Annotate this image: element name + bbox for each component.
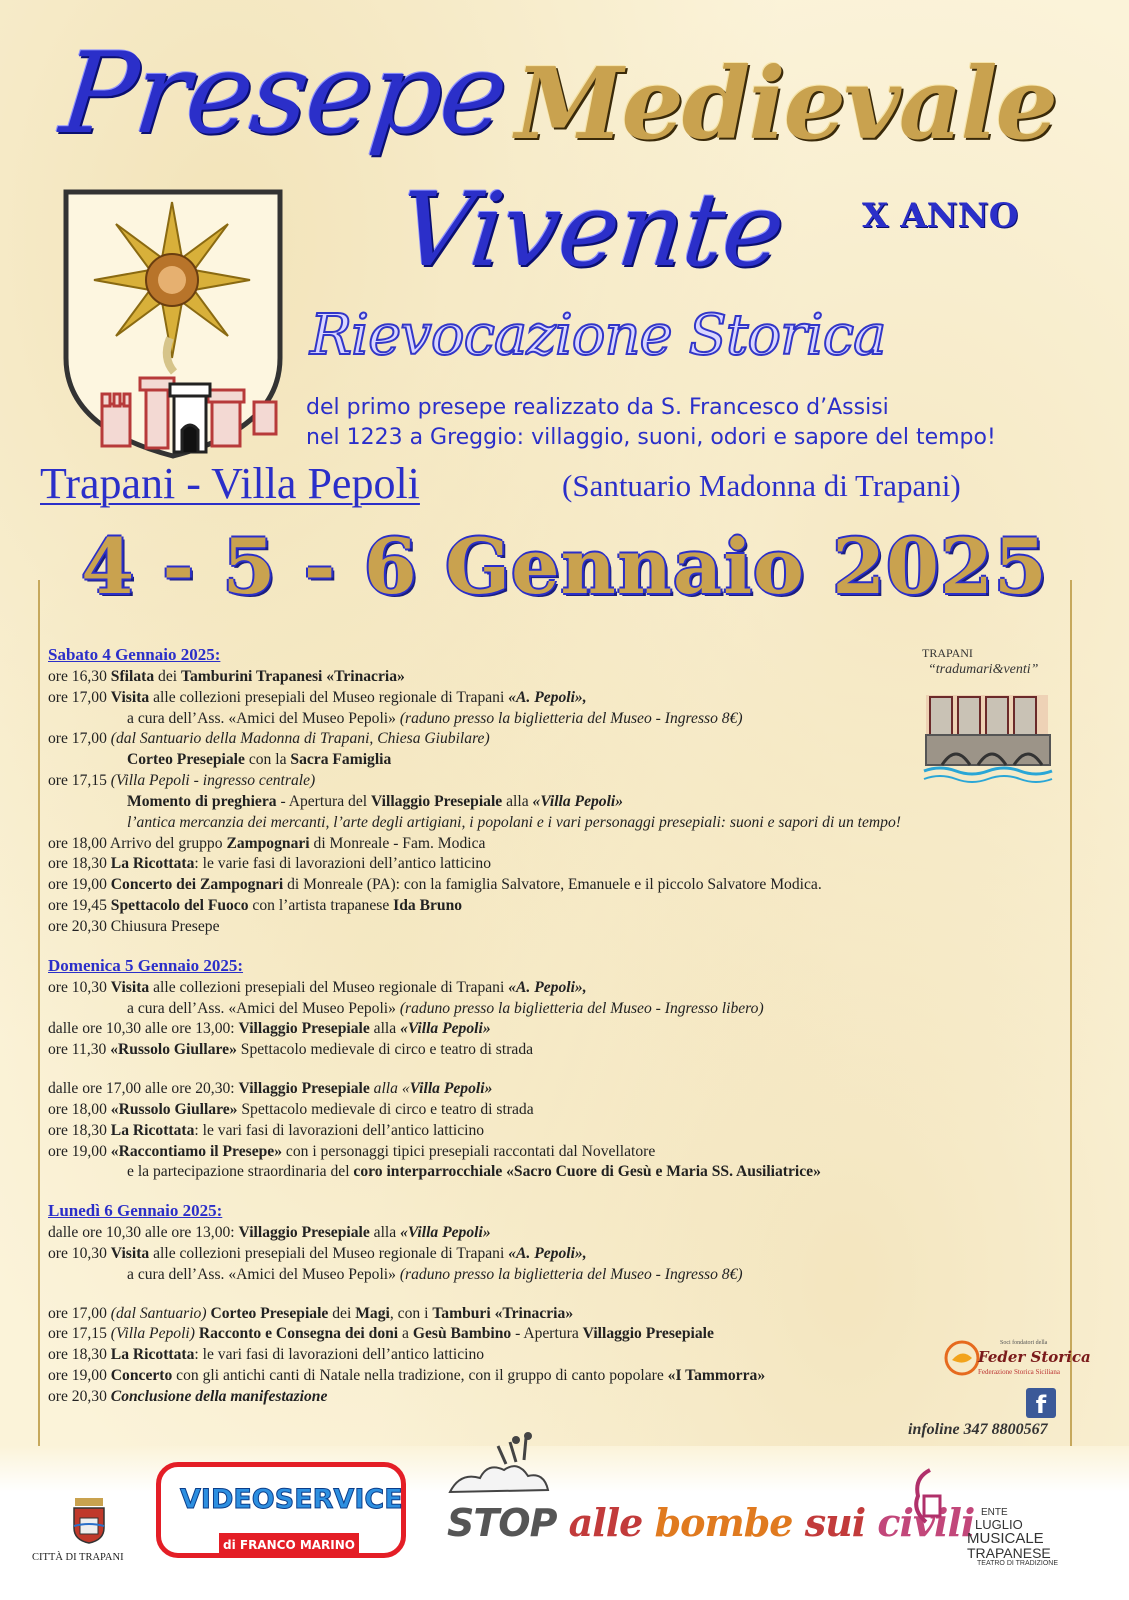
- schedule-line: e la partecipazione straordinaria del coro interparrocchiale «Sacro Cuore di Gesù e Maria SS. Ausiliatrice»: [127, 1163, 821, 1181]
- schedule-line: ore 17,15 (Villa Pepoli - ingresso centrale): [48, 772, 316, 790]
- description-line-2: nel 1223 a Greggio: villaggio, suoni, odori e sapore del tempo!: [306, 425, 996, 450]
- schedule-line: ore 17,00 (dal Santuario) Corteo Presepiale dei Magi, con i Tamburi «Trinacria»: [48, 1304, 574, 1322]
- infoline-text: infoline 347 8800567: [908, 1421, 1048, 1438]
- schedule-line: ore 19,00 Concerto dei Zampognari di Monreale (PA): con la famiglia Salvatore, Emanuele e il piccolo Salvatore Modica.: [48, 876, 822, 894]
- schedule-line: ore 17,00 (dal Santuario della Madonna di Trapani, Chiesa Giubilare): [48, 730, 490, 748]
- day-heading: Domenica 5 Gennaio 2025:: [48, 955, 244, 975]
- schedule-line: Momento di preghiera - Apertura del Villaggio Presepiale alla «Villa Pepoli»: [127, 792, 624, 810]
- citta-trapani-crest-icon: [72, 1496, 106, 1549]
- feder-storica-small-text: Soci fondatori della: [1000, 1340, 1048, 1346]
- schedule-line: ore 18,30 La Ricottata: le varie fasi di lavorazioni dell’antico latticino: [48, 855, 491, 873]
- facebook-icon[interactable]: f: [1026, 1388, 1056, 1418]
- frame-left-line: [38, 580, 40, 1448]
- tradumari-top-text: TRAPANI: [922, 646, 973, 660]
- schedule-line: dalle ore 17,00 alle ore 20,30: Villaggio Presepiale alla «Villa Pepoli»: [48, 1080, 493, 1098]
- schedule-line: ore 18,00 «Russolo Giullare» Spettacolo medievale di circo e teatro di strada: [48, 1100, 534, 1118]
- videoservice-subtitle: di FRANCO MARINO: [219, 1533, 359, 1557]
- schedule-line: ore 18,30 La Ricottata: le vari fasi di lavorazioni dell’antico latticino: [48, 1121, 485, 1139]
- feder-storica-name: Feder Storica: [978, 1348, 1091, 1366]
- schedule-line: ore 20,30 Chiusura Presepe: [48, 917, 220, 935]
- schedule-line: dalle ore 10,30 alle ore 13,00: Villaggio Presepiale alla «Villa Pepoli»: [48, 1020, 491, 1038]
- schedule-line: l’antica mercanzia dei mercanti, l’arte degli artigiani, i popolani e i vari personaggi presepiali: suoni e sapori di un tempo!: [127, 813, 901, 831]
- feder-storica-logo: [944, 1340, 980, 1376]
- schedule-line: ore 19,00 «Raccontiamo il Presepe» con i personaggi tipici presepiali raccontati dal Novellatore: [48, 1142, 656, 1160]
- schedule-line: ore 11,30 «Russolo Giullare» Spettacolo medievale di circo e teatro di strada: [48, 1041, 534, 1059]
- stop-bombs-illustration-icon: [440, 1432, 570, 1507]
- schedule-line: ore 10,30 Visita alle collezioni presepiali del Museo regionale di Trapani «A. Pepoli»,: [48, 978, 587, 996]
- location-subtitle: (Santuario Madonna di Trapani): [562, 468, 961, 503]
- location-title: Trapani - Villa Pepoli: [40, 459, 420, 508]
- schedule-line: a cura dell’Ass. «Amici del Museo Pepoli» (raduno presso la biglietteria del Museo - Ingresso 8€): [127, 1265, 743, 1283]
- feder-storica-subtitle: Federazione Storica Siciliana: [978, 1368, 1061, 1376]
- title-presepe: Presepe: [55, 29, 512, 159]
- day-heading: Sabato 4 Gennaio 2025:: [48, 645, 221, 664]
- subtitle-rievocazione: Rievocazione Storica: [310, 303, 886, 368]
- schedule-line: ore 17,15 (Villa Pepoli) Racconto e Consegna dei doni a Gesù Bambino - Apertura Villaggio Presepiale: [48, 1325, 714, 1343]
- schedule-line: ore 19,00 Concerto con gli antichi canti di Natale nella tradizione, con il gruppo di canto popolare «I Tammorra»: [48, 1367, 766, 1385]
- ente-luglio-musicale-label: ENTE LUGLIO MUSICALE TRAPANESE TEATRO DI TRADIZIONE: [967, 1507, 1059, 1567]
- schedule-line: ore 18,30 La Ricottata: le vari fasi di lavorazioni dell’antico latticino: [48, 1346, 485, 1364]
- citta-di-trapani-label: CITTÀ DI TRAPANI: [32, 1552, 124, 1563]
- schedule-line: ore 19,45 Spettacolo del Fuoco con l’artista trapanese Ida Bruno: [48, 897, 463, 915]
- stop-bombe-slogan: STOP alle bombe sui civili: [447, 1500, 975, 1545]
- schedule-line: a cura dell’Ass. «Amici del Museo Pepoli» (raduno presso la biglietteria del Museo - Ingresso 8€): [127, 709, 743, 727]
- schedule-line: ore 17,00 Visita alle collezioni presepiali del Museo regionale di Trapani «A. Pepoli»,: [48, 688, 587, 706]
- day-heading: Lunedì 6 Gennaio 2025:: [48, 1201, 223, 1221]
- event-dates: 4 - 5 - 6 Gennaio 2025: [81, 522, 1048, 611]
- description-line-1: del primo presepe realizzato da S. Francesco d’Assisi: [306, 395, 889, 420]
- schedule-line: ore 18,00 Arrivo del gruppo Zampognari di Monreale - Fam. Modica: [48, 834, 486, 852]
- schedule-line: a cura dell’Ass. «Amici del Museo Pepoli» (raduno presso la biglietteria del Museo - Ingresso libero): [127, 999, 764, 1017]
- day-2-section: [48, 956, 1088, 1183]
- ente-luglio-logo-icon: [910, 1466, 950, 1531]
- day-3-section: [48, 1201, 1088, 1408]
- coat-of-arms-shield: [62, 188, 284, 460]
- schedule-line: dalle ore 10,30 alle ore 13,00: Villaggio Presepiale alla «Villa Pepoli»: [48, 1224, 491, 1242]
- schedule-line: Corteo Presepiale con la Sacra Famiglia: [127, 751, 392, 769]
- title-vivente: Vivente: [393, 171, 789, 290]
- title-medievale: Medievale: [515, 47, 1056, 162]
- schedule-line: ore 20,30 Conclusione della manifestazione: [48, 1388, 328, 1405]
- tradumari-name: “tradumari&venti”: [928, 662, 1039, 677]
- edition-label: X ANNO: [862, 196, 1019, 236]
- videoservice-title: VIDEOSERVICE: [180, 1484, 403, 1515]
- schedule-line: ore 10,30 Visita alle collezioni presepiali del Museo regionale di Trapani «A. Pepoli»,: [48, 1244, 587, 1262]
- schedule-line: ore 16,30 Sfilata dei Tamburini Trapanesi «Trinacria»: [48, 667, 405, 685]
